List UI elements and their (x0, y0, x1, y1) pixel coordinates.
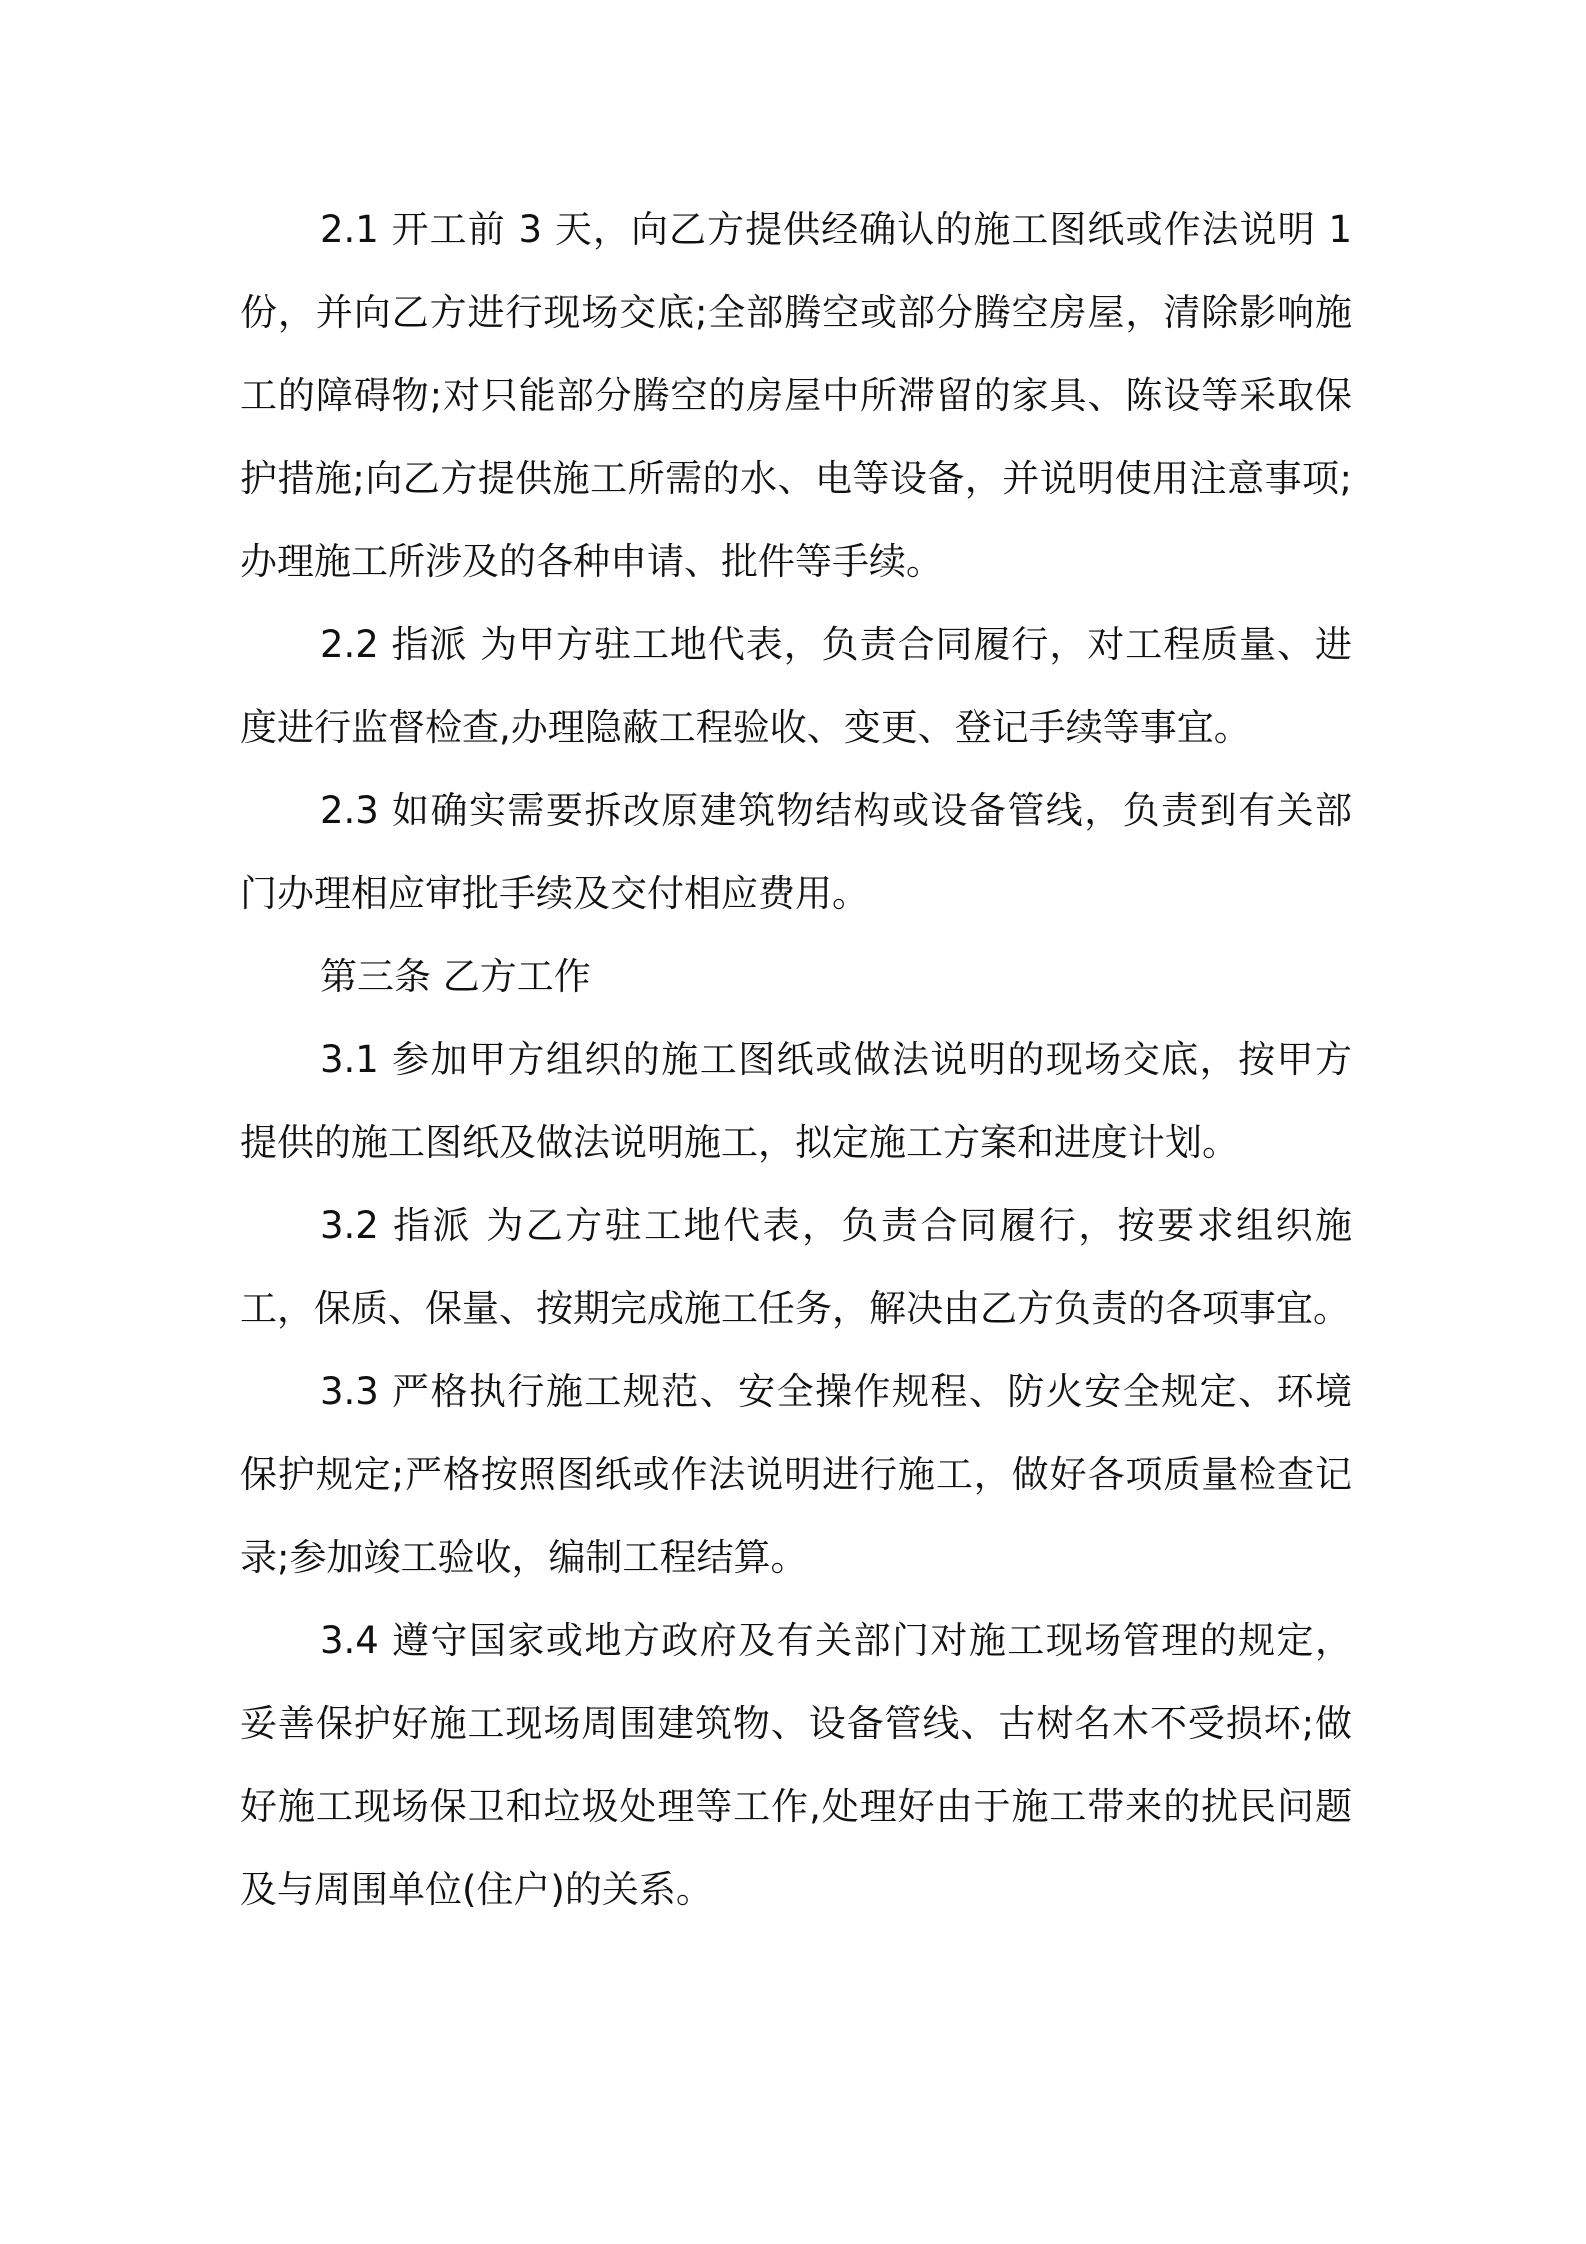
clause-2-2: 2.2 指派 为甲方驻工地代表，负责合同履行，对工程质量、进度进行监督检查,办理隐蔽工程验收、变更、登记手续等事宜。 (240, 623, 1352, 749)
clause-2-3: 2.3 如确实需要拆改原建筑物结构或设备管线，负责到有关部门办理相应审批手续及交付相应费用。 (240, 789, 1352, 915)
clause-3-2: 3.2 指派 为乙方驻工地代表，负责合同履行，按要求组织施工，保质、保量、按期完成施工任务，解决由乙方负责的各项事宜。 (240, 1204, 1352, 1330)
clause-3-3: 3.3 严格执行施工规范、安全操作规程、防火安全规定、环境保护规定;严格按照图纸或作法说明进行施工，做好各项质量检查记录;参加竣工验收，编制工程结算。 (240, 1370, 1352, 1579)
article-3-heading: 第三条 乙方工作 (320, 955, 591, 998)
clause-3-1: 3.1 参加甲方组织的施工图纸或做法说明的现场交底，按甲方提供的施工图纸及做法说明施工，拟定施工方案和进度计划。 (240, 1038, 1352, 1164)
clause-3-4: 3.4 遵守国家或地方政府及有关部门对施工现场管理的规定，妥善保护好施工现场周围建筑物、设备管线、古树名木不受损坏;做好施工现场保卫和垃圾处理等工作,处理好由于施工带来的扰民问题及与周围单位(住户)的关系。 (240, 1619, 1352, 1911)
clause-2-1: 2.1 开工前 3 天，向乙方提供经确认的施工图纸或作法说明 1 份，并向乙方进行现场交底;全部腾空或部分腾空房屋，清除影响施工的障碍物;对只能部分腾空的房屋中所滞留的家具、陈设等采取保护措施;向乙方提供施工所需的水、电等设备，并说明使用注意事项;办理施工所涉及的各种申请、批件等手续。 (240, 208, 1352, 583)
document-body (240, 188, 1352, 1931)
